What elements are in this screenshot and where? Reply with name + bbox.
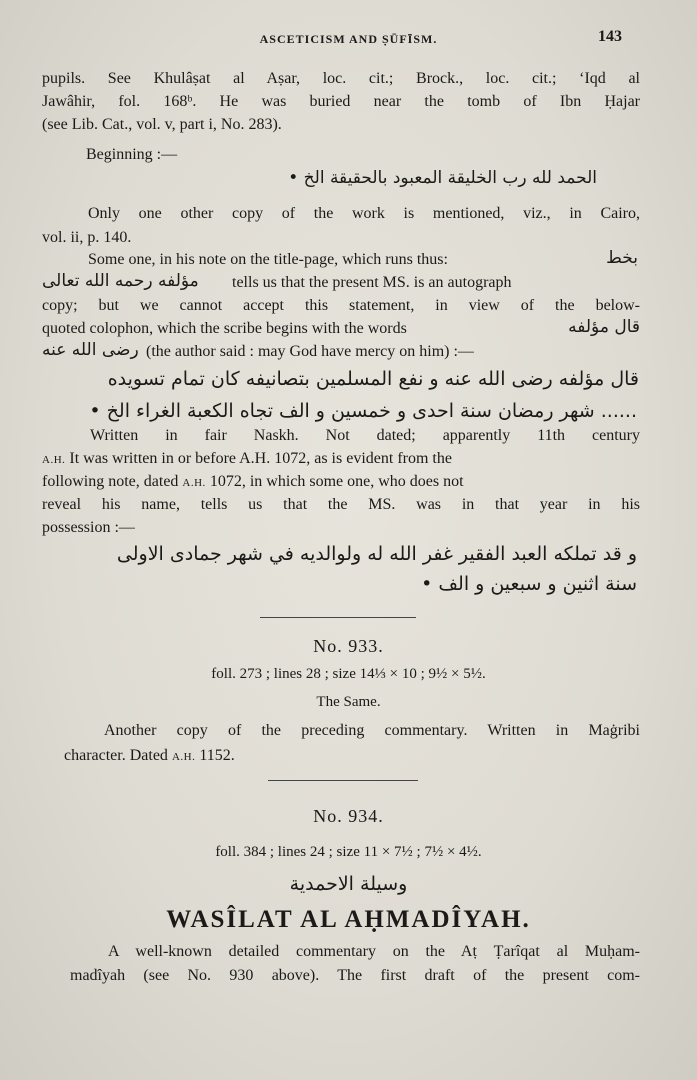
text-line: [88, 249, 640, 271]
text-span: It was written in or before A.H. 1072, as is evident from the: [65, 450, 452, 467]
running-title: ASCETICISM AND ṢŪFĪSM.: [259, 32, 438, 46]
collation: foll. 384 ; lines 24 ; size 11 × 7½ ; 7½ × 4½.: [215, 844, 482, 860]
text-span: character. Dated: [64, 747, 172, 764]
page-number: 143: [598, 28, 622, 45]
colophon-arabic: ...... شهر رمضان سنة احدى و خمسين و الف تجاه الكعبة الغراء الخ •: [89, 400, 637, 422]
text-span: Some one, in his note on the title-page, which runs thus:: [88, 251, 448, 268]
text-line: vol. ii, p. 140.: [42, 229, 132, 246]
text-span: following note, dated: [42, 473, 183, 490]
collation: foll. 273 ; lines 28 ; size 14⅓ × 10 ; 9½ × 5½.: [211, 666, 486, 682]
text-span: tells us that the present MS. is an autograph: [232, 274, 512, 291]
text-line: pupils. See Khulâṣat al Aṣar, loc. cit.; Brock., loc. cit.; ‘Iqd al: [42, 70, 640, 87]
text-span: 1152.: [195, 747, 235, 764]
colophon-arabic: قال مؤلفه رضى الله عنه و نفع المسلمين بتصانيفه كان تمام تسويده: [107, 368, 639, 390]
text-line: Only one other copy of the work is mentioned, viz., in Cairo,: [88, 205, 640, 222]
arabic-inline: مؤلفه رحمه الله تعالى: [42, 271, 199, 291]
text-line: madîyah (see No. 930 above). The first draft of the present com-: [70, 967, 640, 984]
entry-title: The Same.: [316, 694, 381, 710]
text-span: quoted colophon, which the scribe begins with the words: [42, 320, 407, 337]
arabic-inline: رضى الله عنه: [42, 340, 139, 360]
section-divider: [268, 780, 418, 781]
text-line: Another copy of the preceding commentary. Written in Maġribi: [104, 722, 640, 739]
text-line: [64, 745, 662, 768]
beginning-arabic: الحمد لله رب الخليقة المعبود بالحقيقة الخ •: [288, 168, 597, 188]
entry-title: WASÎLAT AL AḤMADÎYAH.: [166, 906, 531, 933]
small-caps: A.H.: [42, 454, 66, 466]
arabic-inline: قال مؤلفه: [568, 317, 640, 337]
text-line: possession :—: [42, 519, 135, 536]
text-line: Jawâhir, fol. 168ᵇ. He was buried near the tomb of Ibn Ḥajar: [42, 93, 640, 110]
text-line: A well-known detailed commentary on the Aṭ Ṭarîqat al Muḥam-: [108, 943, 640, 960]
arabic-inline: بخط: [606, 248, 638, 268]
text-span: 1072, in which some one, who does not: [205, 473, 464, 490]
note-arabic: و قد تملكه العبد الفقير غفر الله له ولوالديه في شهر جمادى الاولى: [116, 543, 637, 565]
text-line: copy; but we cannot accept this statement, in view of the below-: [42, 297, 640, 314]
small-caps: A.H.: [171, 751, 196, 763]
section-divider: [260, 617, 416, 618]
note-arabic: سنة اثنين و سبعين و الف •: [421, 573, 637, 595]
entry-number: No. 934.: [313, 806, 384, 826]
text-line: [42, 448, 640, 471]
beginning-label: Beginning :—: [86, 146, 178, 163]
title-arabic: وسيلة الاحمدية: [289, 873, 408, 895]
text-line: [42, 318, 640, 340]
text-line: reveal his name, tells us that the MS. was in that year in his: [42, 496, 640, 513]
text-line: Written in fair Naskh. Not dated; apparently 11th century: [90, 427, 640, 444]
small-caps: A.H.: [182, 477, 206, 489]
text-span: (the author said : may God have mercy on him) :—: [146, 343, 474, 360]
entry-number: No. 933.: [313, 636, 384, 656]
text-line: [42, 471, 640, 494]
text-line: (see Lib. Cat., vol. v, part i, No. 283).: [42, 116, 282, 133]
